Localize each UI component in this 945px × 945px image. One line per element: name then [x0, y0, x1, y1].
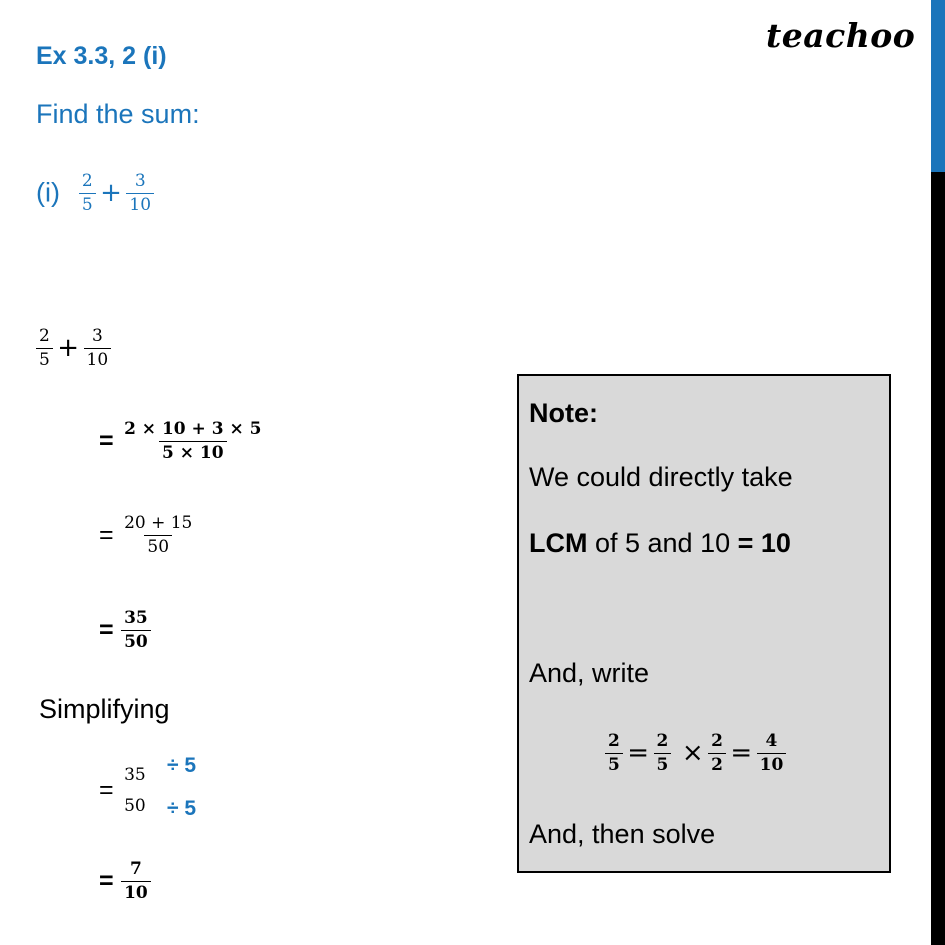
note-box — [517, 374, 891, 873]
solution-step-5 — [99, 860, 151, 902]
solution-step-2 — [99, 514, 195, 556]
fraction: $\frac{2 \times 10 + 3 \times 5}{5 \times 10}$ — [124, 419, 262, 463]
fraction: $\frac{20 + 15}{50}$ — [124, 513, 193, 557]
lcm-text: of 5 and 10 — [587, 528, 738, 558]
lcm-result: = 10 — [737, 528, 791, 558]
equals-sign: = — [99, 776, 114, 805]
question-prompt: Find the sum: — [36, 99, 200, 129]
solution-step-4 — [99, 766, 149, 815]
simplifying-label: Simplifying — [39, 694, 170, 724]
lcm-label: LCM — [529, 528, 588, 558]
note-line-5: And, then solve — [529, 819, 716, 849]
times-sign: × — [681, 738, 704, 769]
note-lcm-line — [529, 528, 791, 559]
note-heading: Note: — [529, 398, 598, 428]
note-line-3: And, write — [529, 658, 650, 688]
equals-sign: = — [99, 426, 114, 455]
fraction: $\frac{4}{10}$ — [757, 732, 787, 774]
solution-step-1 — [99, 420, 264, 462]
fraction: 35 50 — [124, 765, 146, 816]
fraction: $\frac{2}{2}$ — [708, 732, 726, 774]
plus-operator: + — [100, 178, 122, 209]
fraction: $\frac{7}{10}$ — [121, 860, 151, 902]
equals-sign: = — [99, 615, 114, 644]
fraction: $\frac{2}{5}$ — [79, 172, 96, 214]
divide-by-five-denominator: ÷ 5 — [167, 797, 197, 820]
fraction: $\frac{3}{10}$ — [126, 172, 154, 214]
solution-step-3 — [99, 609, 151, 651]
teachoo-logo: teachoo — [766, 16, 916, 55]
equals-sign: = — [99, 866, 114, 895]
equals-sign: = — [730, 738, 753, 769]
plus-operator: + — [57, 333, 80, 364]
question-expression — [36, 172, 154, 214]
divide-by-five-numerator: ÷ 5 — [167, 754, 197, 777]
equals-sign: = — [627, 738, 650, 769]
solution-start-expression — [36, 327, 111, 369]
page-title: Ex 3.3, 2 (i) — [36, 42, 167, 70]
fraction: $\frac{2}{5}$ — [654, 732, 672, 774]
fraction: $\frac{3}{10}$ — [84, 327, 112, 369]
fraction: $\frac{2}{5}$ — [36, 327, 53, 369]
note-line-1: We could directly take — [529, 462, 793, 492]
note-equation — [605, 732, 786, 774]
fraction: $\frac{2}{5}$ — [605, 732, 623, 774]
equals-sign: = — [99, 520, 114, 549]
part-label: (i) — [36, 177, 60, 208]
fraction: $\frac{35}{50}$ — [121, 609, 151, 651]
scrollbar-thumb[interactable] — [931, 0, 945, 172]
